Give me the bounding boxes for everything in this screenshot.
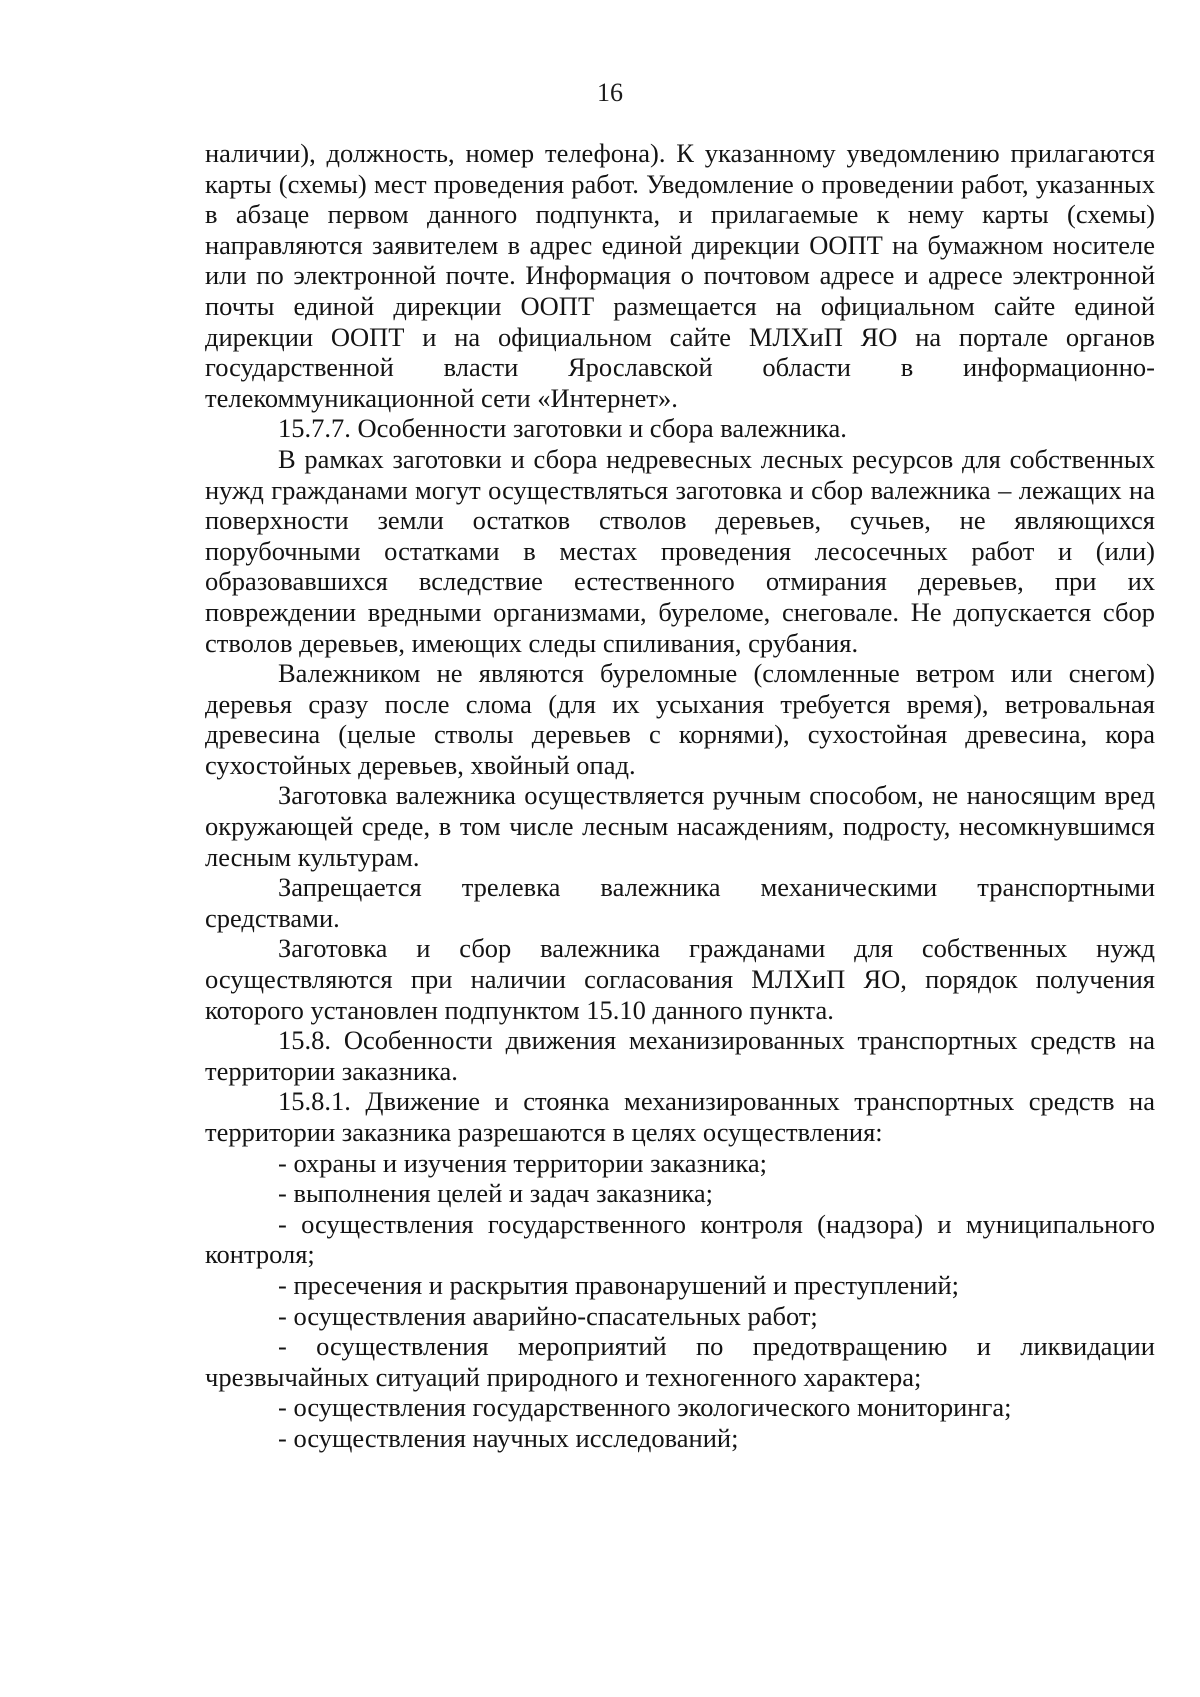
paragraph-heading-15-8: 15.8. Особенности движения механизированных транспортных средств на территории заказника.: [205, 1025, 1155, 1086]
paragraph-skidding-ban: Запрещается трелевка валежника механическими транспортными средствами.: [205, 872, 1155, 933]
list-item-state-control: - осуществления государственного контроля (надзора) и муниципального контроля;: [205, 1208, 1155, 1270]
list-item-eco-monitoring: - осуществления государственного экологического мониторинга;: [278, 1392, 1012, 1423]
body-text: [205, 138, 1155, 1454]
paragraph-heading-15-7-7: 15.7.7. Особенности заготовки и сбора валежника.: [278, 413, 847, 444]
paragraph-not-deadwood: Валежником не являются буреломные (сломленные ветром или снегом) деревья сразу после слома (для их усыхания требуется время), ветровальная древесина (целые стволы деревьев с корнями), сухостойная древесина, кора сухостойных деревьев, хвойный опад.: [205, 658, 1155, 780]
list-item-protection: - охраны и изучения территории заказника;: [278, 1147, 767, 1178]
list-item-offenses: - пресечения и раскрытия правонарушений и преступлений;: [278, 1269, 960, 1300]
list-item-research: - осуществления научных исследований;: [278, 1422, 739, 1453]
paragraph-heading-15-8-1: 15.8.1. Движение и стоянка механизированных транспортных средств на территории заказника разрешаются в целях осуществления:: [205, 1086, 1155, 1147]
list-item-goals: - выполнения целей и задач заказника;: [278, 1178, 713, 1209]
page-number: 16: [597, 78, 623, 107]
paragraph-notification-continuation: наличии), должность, номер телефона). К указанному уведомлению прилагаются карты (схемы) мест проведения работ. Уведомление о проведении работ, указанных в абзаце первом данного подпункта, и прилагаемые к нему карты (схемы) направляются заявителем в адрес единой дирекции ООПТ на бумажном носителе или по электронной почте. Информация о почтовом адресе и адресе электронной почты единой дирекции ООПТ размещается на официальном сайте единой дирекции ООПТ и на официальном сайте МЛХиП ЯО на портале органов государственной власти Ярославской области в информационно-телекоммуникационной сети «Интернет».: [205, 138, 1155, 413]
paragraph-manual-harvest: Заготовка валежника осуществляется ручным способом, не наносящим вред окружающей среде, в том числе лесным насаждениям, подросту, несомкнувшимся лесным культурам.: [205, 780, 1155, 872]
paragraph-deadwood-definition: В рамках заготовки и сбора недревесных лесных ресурсов для собственных нужд гражданами могут осуществляться заготовка и сбор валежника – лежащих на поверхности земли остатков стволов деревьев, сучьев, не являющихся порубочными остатками в местах проведения лесосечных работ и (или) образовавшихся вследствие естественного отмирания деревьев, при их повреждении вредными организмами, буреломе, снеговале. Не допускается сбор стволов деревьев, имеющих следы спиливания, срубания.: [205, 443, 1155, 658]
list-item-rescue-works: - осуществления аварийно-спасательных работ;: [278, 1300, 818, 1331]
list-item-emergencies: - осуществления мероприятий по предотвращению и ликвидации чрезвычайных ситуаций природного и техногенного характера;: [205, 1331, 1155, 1392]
paragraph-approval-required: Заготовка и сбор валежника гражданами для собственных нужд осуществляются при наличии согласования МЛХиП ЯО, порядок получения которого установлен подпунктом 15.10 данного пункта.: [205, 933, 1155, 1025]
